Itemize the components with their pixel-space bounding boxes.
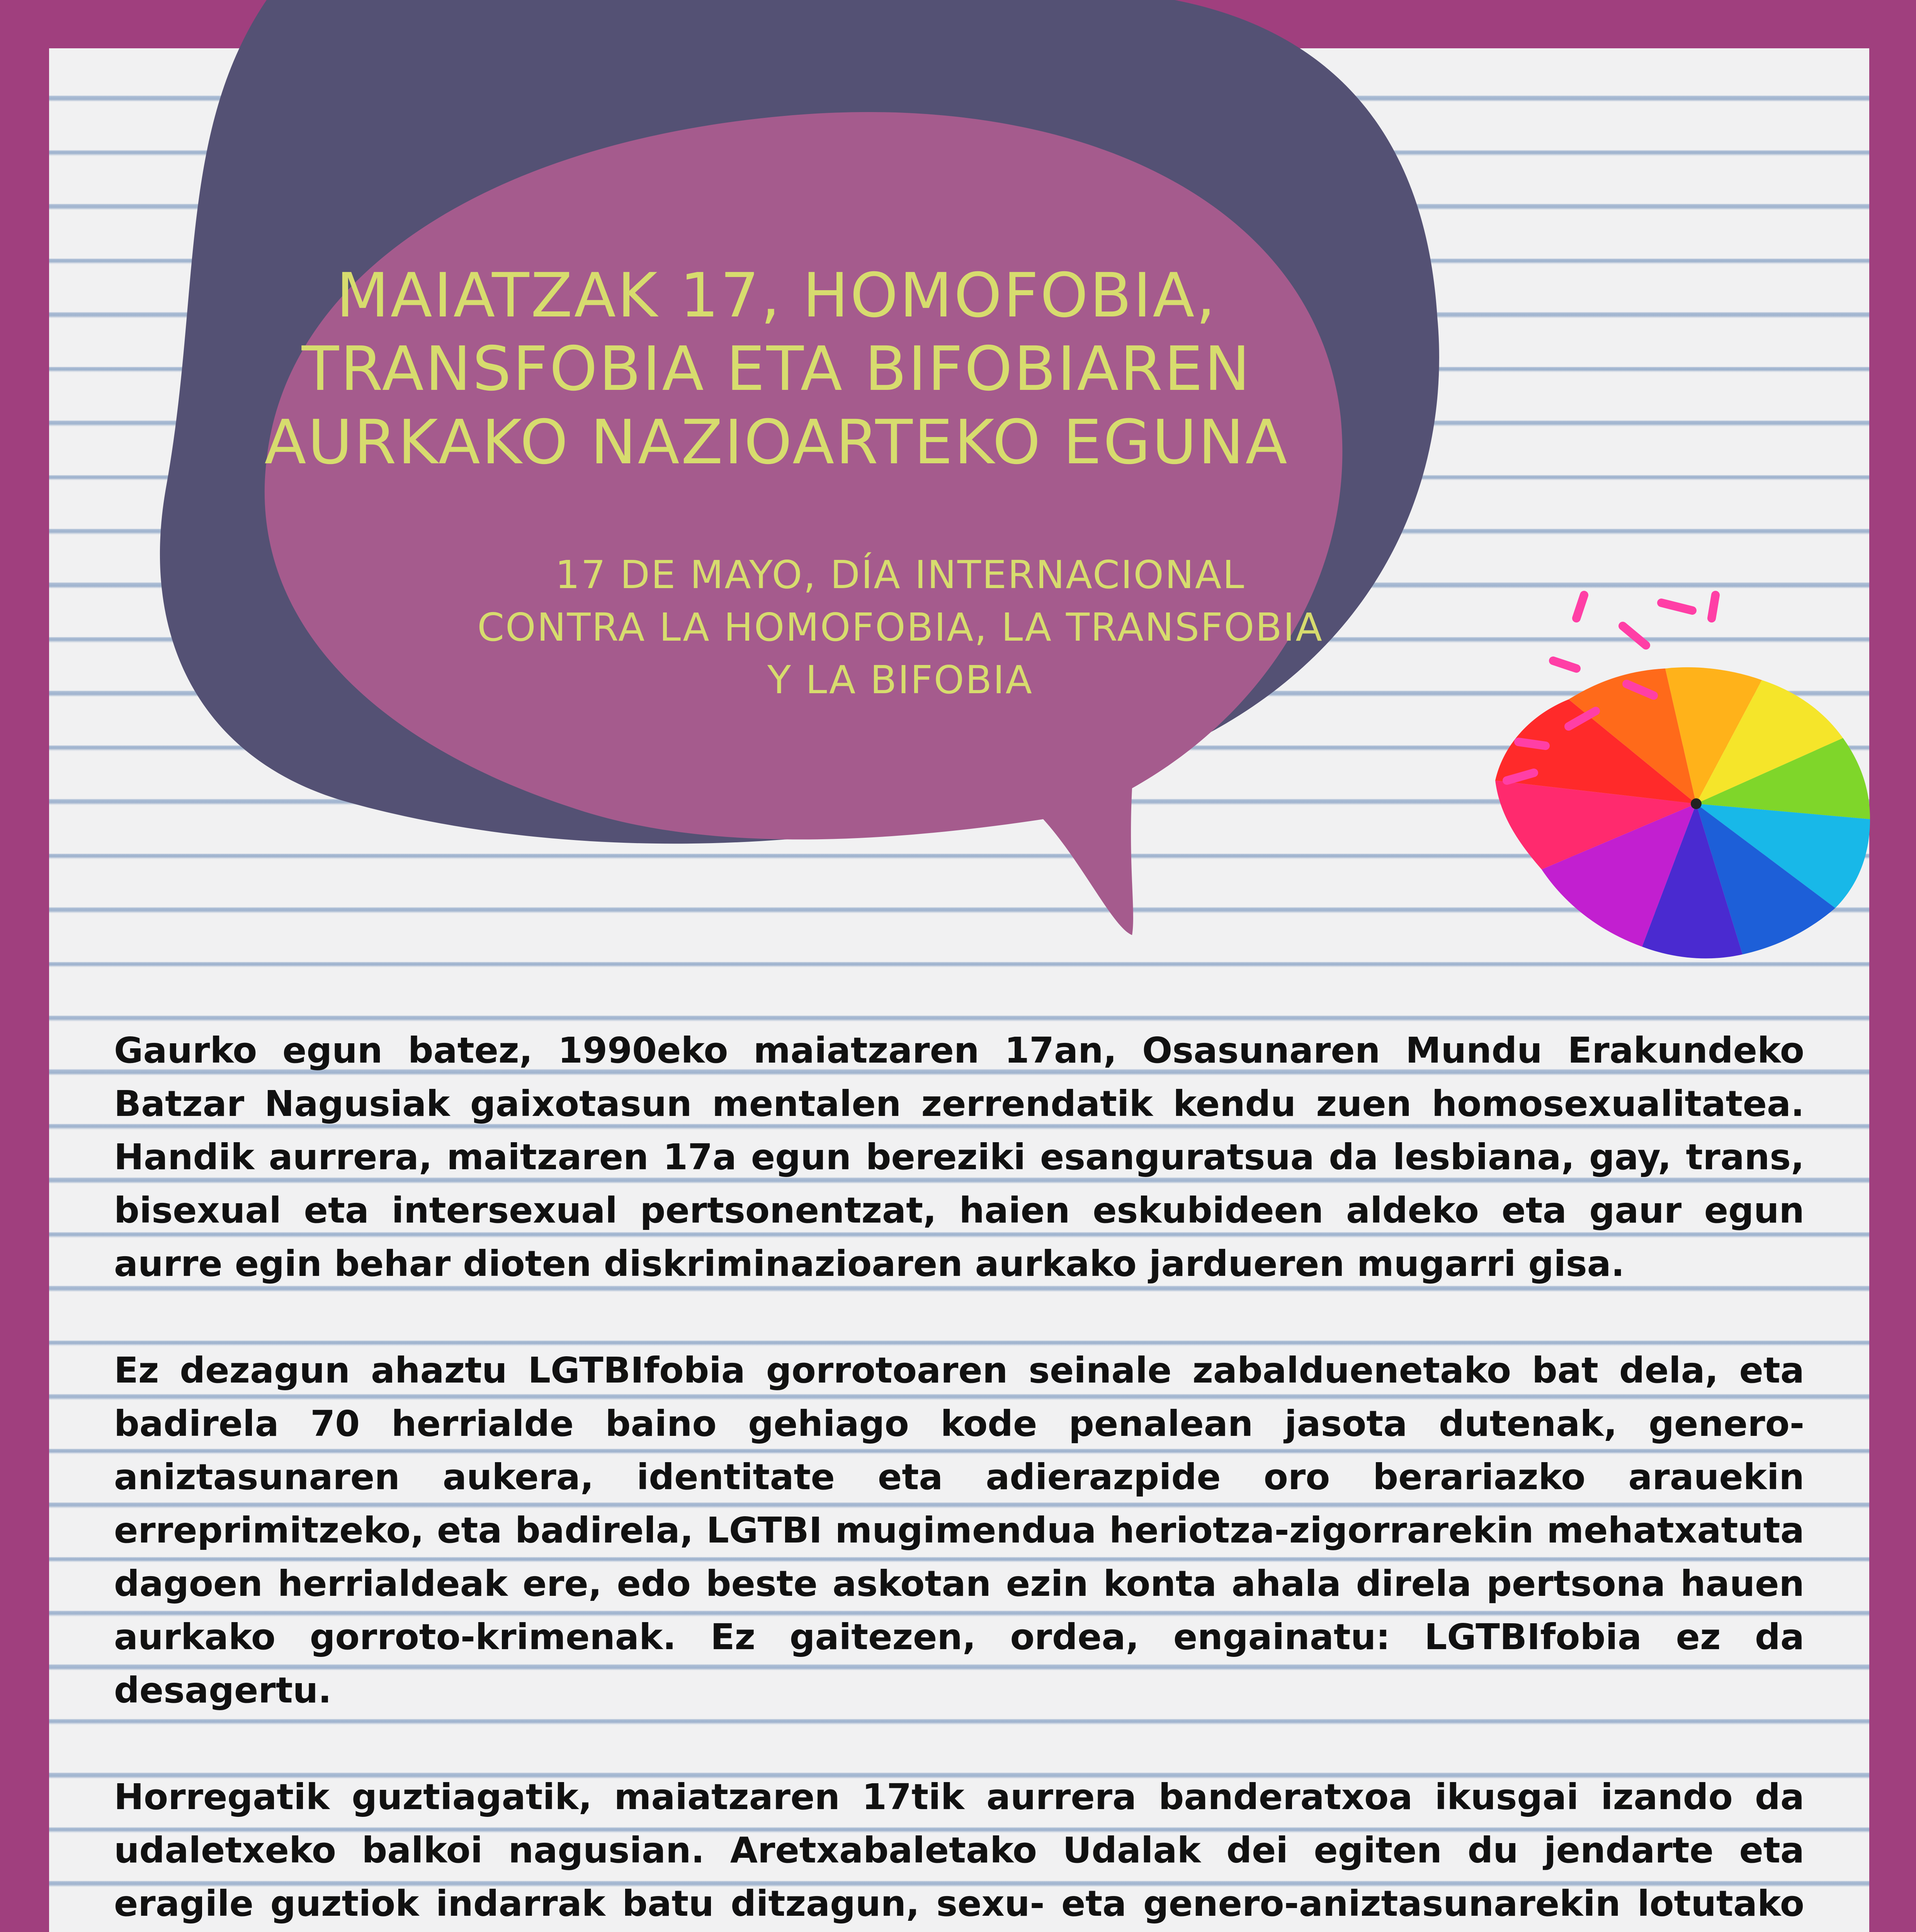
paragraph-eu-3: Horregatik guztiagatik, maiatzaren 17tik aurrera banderatxoa ikusgai izando da udaletxeko balkoi nagusian. Aretxabaletako Udalak dei egiten du jendarte eta eragile guztiok indarrak batu ditzagun, sexu- eta genero-aniztasunarekin lotutako [114,1776,1804,1924]
rainbow-umbrella-icon [1445,580,1916,985]
title-basque: MAIATZAK 17, HOMOFOBIA, TRANSFOBIA ETA BIFOBIAREN AURKAKO NAZIOARTEKO EGUNA [264,260,1289,478]
body-basque [114,1024,1804,1932]
title-spanish: 17 DE MAYO, DÍA INTERNACIONAL CONTRA LA HOMOFOBIA, LA TRANSFOBIA Y LA BIFOBIA [477,552,1323,702]
paragraph-eu-1: Gaurko egun batez, 1990eko maiatzaren 17an, Osasunaren Mundu Erakundeko Batzar Nagusiak gaixotasun mentalen zerrendatik kendu zuen homosexualitatea. Handik aurrera, maitzaren 17a egun bereziki esanguratsua da lesbiana, gay, trans, bisexual eta intersexual pertsonentzat, haien eskubideen aldeko eta gaur egun aurre egin behar dioten diskriminazioaren aurkako jardueren mugarri gisa. [114,1030,1804,1284]
paragraph-eu-2: Ez dezagun ahaztu LGTBIfobia gorrotoaren seinale zabalduenetako bat dela, eta badirela 70 herrialde baino gehiago kode penalean jasota dutenak, genero-aniztasunaren aukera, identitate eta adierazpide oro berariazko arauekin erreprimitzeko, eta badirela, LGTBI mugimendua heriotza-zigorrarekin mehatxatuta dagoen herrialdeak ere, edo beste askotan ezin konta ahala direla pertsona hauen aurkako gorroto-krimenak. Ez gaitezen, ordea, engainatu: LGTBIfobia ez da desagertu. [114,1350,1804,1711]
